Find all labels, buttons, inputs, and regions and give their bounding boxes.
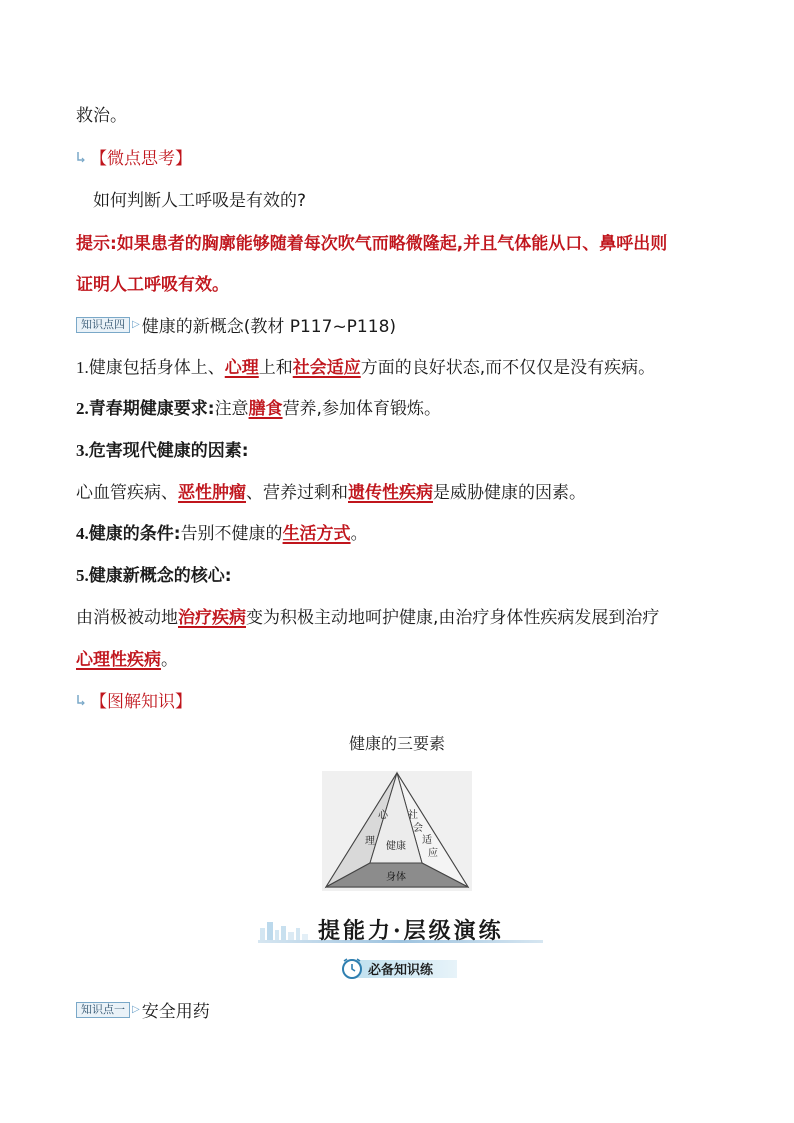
hint-line-1 <box>76 232 667 256</box>
item-5-body-2 <box>76 648 178 672</box>
right-face-char: 会 <box>413 823 423 834</box>
health-pyramid-diagram <box>322 771 472 891</box>
text-line: 救治。 <box>76 106 127 126</box>
micro-think-title: 【微点思考】 <box>90 149 192 169</box>
badge-text: 必备知识练 <box>368 963 434 978</box>
item-2 <box>76 397 441 421</box>
answer-blank: 心理 <box>224 358 259 378</box>
clock-icon <box>340 956 364 980</box>
item-text: 上和 <box>258 358 293 378</box>
item-number: 1. <box>76 358 89 377</box>
item-text: 方面的良好状态,而不仅仅是没有疾病。 <box>360 358 656 378</box>
left-face-char: 理 <box>365 836 375 847</box>
essential-knowledge-badge <box>340 956 458 980</box>
city-skyline-icon <box>258 918 313 942</box>
item-heading: 青春期健康要求: <box>88 399 215 419</box>
hint-label: 提示: <box>76 234 117 254</box>
item-heading: 健康新概念的核心: <box>88 566 232 586</box>
diagram-section-heading <box>76 690 192 714</box>
item-number: 5. <box>76 566 89 585</box>
item-text: 营养,参加体育锻炼。 <box>282 399 441 419</box>
section-marker-icon <box>76 694 86 706</box>
item-text: 。 <box>161 650 178 670</box>
hint-text-1: 如果患者的胸廓能够随着每次吹气而略微隆起,并且气体能从口、鼻呼出则 <box>116 234 668 254</box>
answer-blank: 治疗疾病 <box>178 608 246 628</box>
item-number: 2. <box>76 399 89 418</box>
item-number: 4. <box>76 524 89 543</box>
left-face-char: 心 <box>378 810 388 821</box>
banner-title: 提能力·层级演练 <box>318 918 504 944</box>
diagram-title: 健康的三要素 <box>348 734 445 753</box>
knowledge-point-4-heading <box>76 315 396 339</box>
micro-think-heading <box>76 147 192 171</box>
item-4 <box>76 522 368 546</box>
item-text: 。 <box>350 524 368 544</box>
tag-arrow-icon: ▷ <box>132 319 140 330</box>
item-1 <box>76 356 655 380</box>
item-text: 心血管疾病、 <box>76 483 178 503</box>
answer-blank: 社会适应 <box>292 358 361 378</box>
item-3-body <box>76 481 586 505</box>
diagram-section-title: 【图解知识】 <box>90 692 192 712</box>
item-5-body-1 <box>76 606 659 630</box>
knowledge-point-1-heading <box>76 1000 210 1024</box>
knowledge-title: 安全用药 <box>141 1002 210 1022</box>
tag-arrow-icon: ▷ <box>132 1004 140 1015</box>
item-text: 由消极被动地 <box>76 608 178 628</box>
question-text: 如何判断人工呼吸是有效的? <box>93 191 307 211</box>
knowledge-title: 健康的新概念(教材 P117~P118) <box>141 317 397 337</box>
center-label: 健康 <box>386 841 406 852</box>
answer-blank: 恶性肿瘤 <box>178 483 246 503</box>
item-text: 变为积极主动地呵护健康,由治疗身体性疾病发展到治疗 <box>246 608 660 628</box>
right-face-char: 适 <box>422 835 432 846</box>
practice-banner <box>258 912 548 948</box>
item-text: 注意 <box>214 399 249 419</box>
item-heading: 健康的条件: <box>88 524 181 544</box>
answer-blank: 心理性疾病 <box>76 650 161 670</box>
item-heading: 危害现代健康的因素: <box>88 441 249 461</box>
hint-line-2: 证明人工呼吸有效。 <box>76 275 229 295</box>
item-text: 是威胁健康的因素。 <box>433 483 586 503</box>
knowledge-tag: 知识点一 <box>76 1002 130 1018</box>
right-face-char: 社 <box>408 810 418 821</box>
answer-blank: 遗传性疾病 <box>348 483 433 503</box>
knowledge-tag: 知识点四 <box>76 317 130 333</box>
item-text: 告别不健康的 <box>180 524 283 544</box>
answer-blank: 生活方式 <box>282 524 351 544</box>
item-3-heading <box>76 439 249 463</box>
base-label: 身体 <box>386 872 406 883</box>
right-face-char: 应 <box>428 848 438 859</box>
item-text: 健康包括身体上、 <box>88 358 225 378</box>
item-number: 3. <box>76 441 89 460</box>
answer-blank: 膳食 <box>248 399 283 419</box>
section-marker-icon <box>76 151 86 163</box>
item-text: 、营养过剩和 <box>246 483 348 503</box>
item-5-heading <box>76 564 232 588</box>
